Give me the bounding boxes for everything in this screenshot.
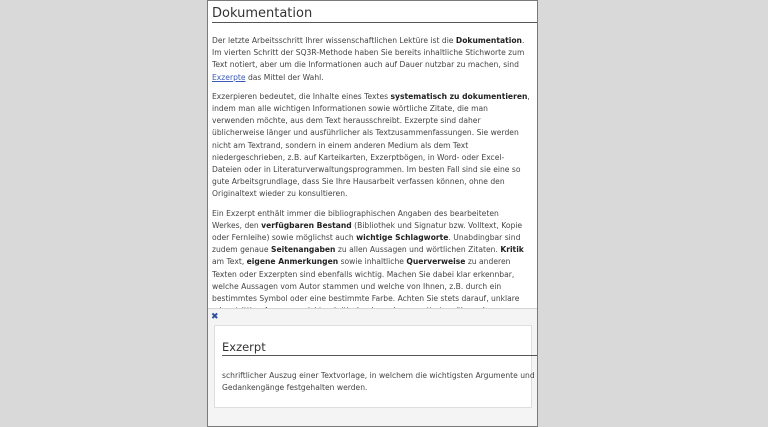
text: sowie inhaltliche (338, 257, 407, 267)
glossary-panel (208, 308, 537, 427)
paragraph-inhalt (212, 208, 531, 318)
bold-text: Seitenangaben (270, 245, 336, 255)
text: (Bibliothek und Signatur bzw. Volltext, Kopie oder Fernleihe) sowie möglichst auch (212, 220, 523, 243)
text: zu allen Aussagen und wörtlichen Zitaten. (335, 245, 501, 255)
paragraph-intro (212, 35, 531, 84)
article (208, 1, 537, 317)
text: Exzerpieren bedeutet, die Inhalte eines Textes (212, 91, 391, 101)
bold-text: wichtige Schlagworte (356, 233, 449, 243)
bold-text: eigene Anmerkungen (246, 257, 339, 267)
close-icon[interactable]: ✖ (211, 312, 219, 322)
text: Ein Exzerpt enthält immer die bibliographischen Angaben des bearbeiteten Werkes, den (212, 208, 499, 230)
bold-text: Kritik (500, 245, 524, 255)
text: . Im vierten Schritt der SQ3R-Methode haben Sie bereits inhaltliche Stichworte zum Text notiert, aber um die Informationen auch auf Dauer nutzbar zu machen, sind (212, 36, 525, 70)
glossary-card (214, 325, 535, 408)
bold-text: systematisch zu dokumentieren (390, 91, 528, 101)
text: , indem man alle wichtigen Informationen sowie wörtliche Zitate, die man verwenden möchte, aus dem Text herausschreibt. Exzerpte sind daher üblicherweise länger und ausführlicher als Textzusammenfassungen. Sie werden nicht am Textrand, sondern in einem anderen Medium als dem Text niedergeschrieben, z.B. auf Karteikarten, Exzerptbögen, in Word- oder Excel-Dateien oder in Literaturverwaltungsprogrammen. Im besten Fall sind sie eine so gute Arbeitsgrundlage, dass Sie Ihre Hausarbeit verfassen können, ohne den Originaltext wieder zu konsultieren. (212, 91, 530, 199)
text: zu anderen Texten oder Exzerpten sind ebenfalls wichtig. Machen Sie dabei klar erkennbar, welche Aussagen vom Autor stammen und welche von Ihnen, z.B. durch ein bestimmtes Symbol oder eine bestimmte Farbe. Achten Sie stets darauf, unklare (212, 257, 520, 304)
bold-text: Querverweise (406, 257, 466, 267)
content-frame (207, 0, 538, 427)
text: Der letzte Arbeitsschritt Ihrer wissenschaftlichen Lektüre ist die (212, 36, 456, 45)
glossary-title: Exzerpt (222, 340, 538, 356)
bold-text: verfügbaren Bestand (261, 220, 352, 230)
text: . Unabdingbar sind zudem genaue (212, 233, 521, 255)
paragraph-exzerpieren (212, 91, 531, 201)
text: am Text, (212, 257, 247, 267)
exzerpte-link[interactable]: Exzerpte (212, 72, 246, 82)
bold-text: Dokumentation (455, 36, 522, 45)
text: das Mittel der Wahl. (245, 72, 324, 82)
glossary-definition: schriftlicher Auszug einer Textvorlage, in welchem die wichtigsten Argumente und Gedankengänge festgehalten werden. (222, 371, 535, 393)
page-title: Dokumentation (212, 6, 538, 23)
